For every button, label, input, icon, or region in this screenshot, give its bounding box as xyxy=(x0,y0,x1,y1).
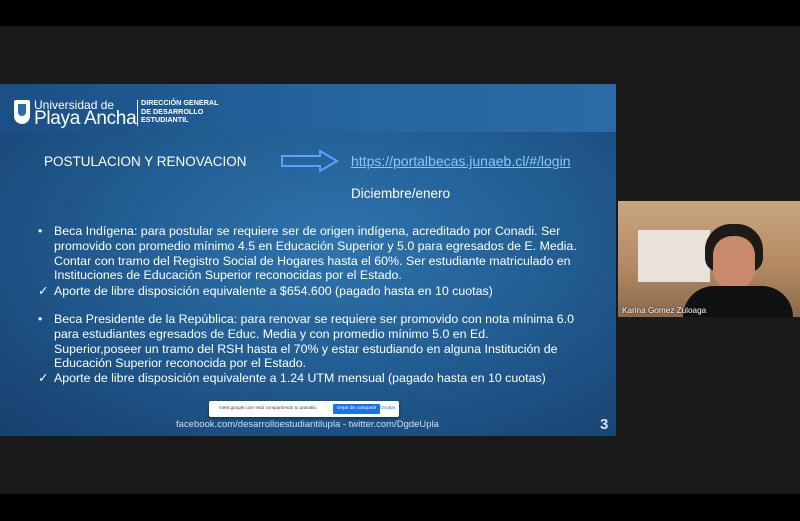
bullet-icon: • xyxy=(38,224,43,238)
list-item-text: Aporte de libre disposición equivalente a 1.24 UTM mensual (pagado hasta en 10 cuotas) xyxy=(54,371,546,385)
hide-toast-button[interactable]: Ocultar xyxy=(380,406,396,411)
screen-share-toast xyxy=(209,401,399,417)
university-crest-icon xyxy=(14,100,30,124)
list-item-text: Beca Presidente de la República: para renovar se requiere ser promovido con nota mínima 6.0 para estudiantes egresados de Educ. Media y con promedio mínimo 5.0 en Ed. Superior,poseer un tramo del RSH hasta el 70% y estar estudiando en alguna Institución de Educación Superior reconocida por el Estado. xyxy=(54,312,575,371)
participant-name: Karina Gomez Zuloaga xyxy=(622,306,707,315)
list-item-text: Aporte de libre disposición equivalente a $654.600 (pagado hasta en 10 cuotas) xyxy=(54,284,493,298)
checkmark-icon: ✓ xyxy=(38,371,49,385)
department-line1: DIRECCIÓN GENERAL xyxy=(141,98,219,107)
department-name xyxy=(141,99,218,125)
portal-becas-link[interactable]: https://portalbecas.junaeb.cl/#/login xyxy=(351,153,571,169)
stop-sharing-button[interactable]: Dejar de compartir xyxy=(333,404,380,414)
slide-footer: facebook.com/desarrolloestudiantilupla - twitter.com/DgdeUpla xyxy=(176,419,439,430)
list-item-aporte-presidente xyxy=(38,371,578,386)
list-item-text: Beca Indígena: para postular se requiere ser de origen indígena, acreditado por Conadi. Ser promovido con promedio mínimo 4.5 en Educación Superior y 5.0 para egresados de E. Media. Contar con tramo del Registro Social de Hogares hasta el 60%. Ser estudiante matriculado en Instituciones de Educación Superior reconocidas por el Estado. xyxy=(54,224,577,283)
slide-page-number: 3 xyxy=(600,416,609,433)
logo-divider xyxy=(137,100,138,126)
application-period: Diciembre/enero xyxy=(351,186,451,201)
participant-face xyxy=(713,236,755,290)
list-item-aporte-indigena xyxy=(38,284,578,299)
right-arrow-icon xyxy=(280,150,340,172)
checkmark-icon: ✓ xyxy=(38,284,49,298)
department-line2: DE DESARROLLO xyxy=(141,106,204,116)
video-background-panel xyxy=(638,230,710,282)
department-line3: ESTUDIANTIL xyxy=(141,115,189,124)
university-name-line2: Playa Ancha xyxy=(34,108,137,129)
bullet-icon: • xyxy=(38,312,43,326)
slide-heading: POSTULACION Y RENOVACION xyxy=(44,154,247,169)
share-message: meet.google.com está compartiendo tu pantalla. xyxy=(219,405,318,410)
list-item-beca-indigena xyxy=(38,224,578,283)
university-name-line1: Universidad de xyxy=(34,98,115,112)
list-item-beca-presidente xyxy=(38,312,578,371)
